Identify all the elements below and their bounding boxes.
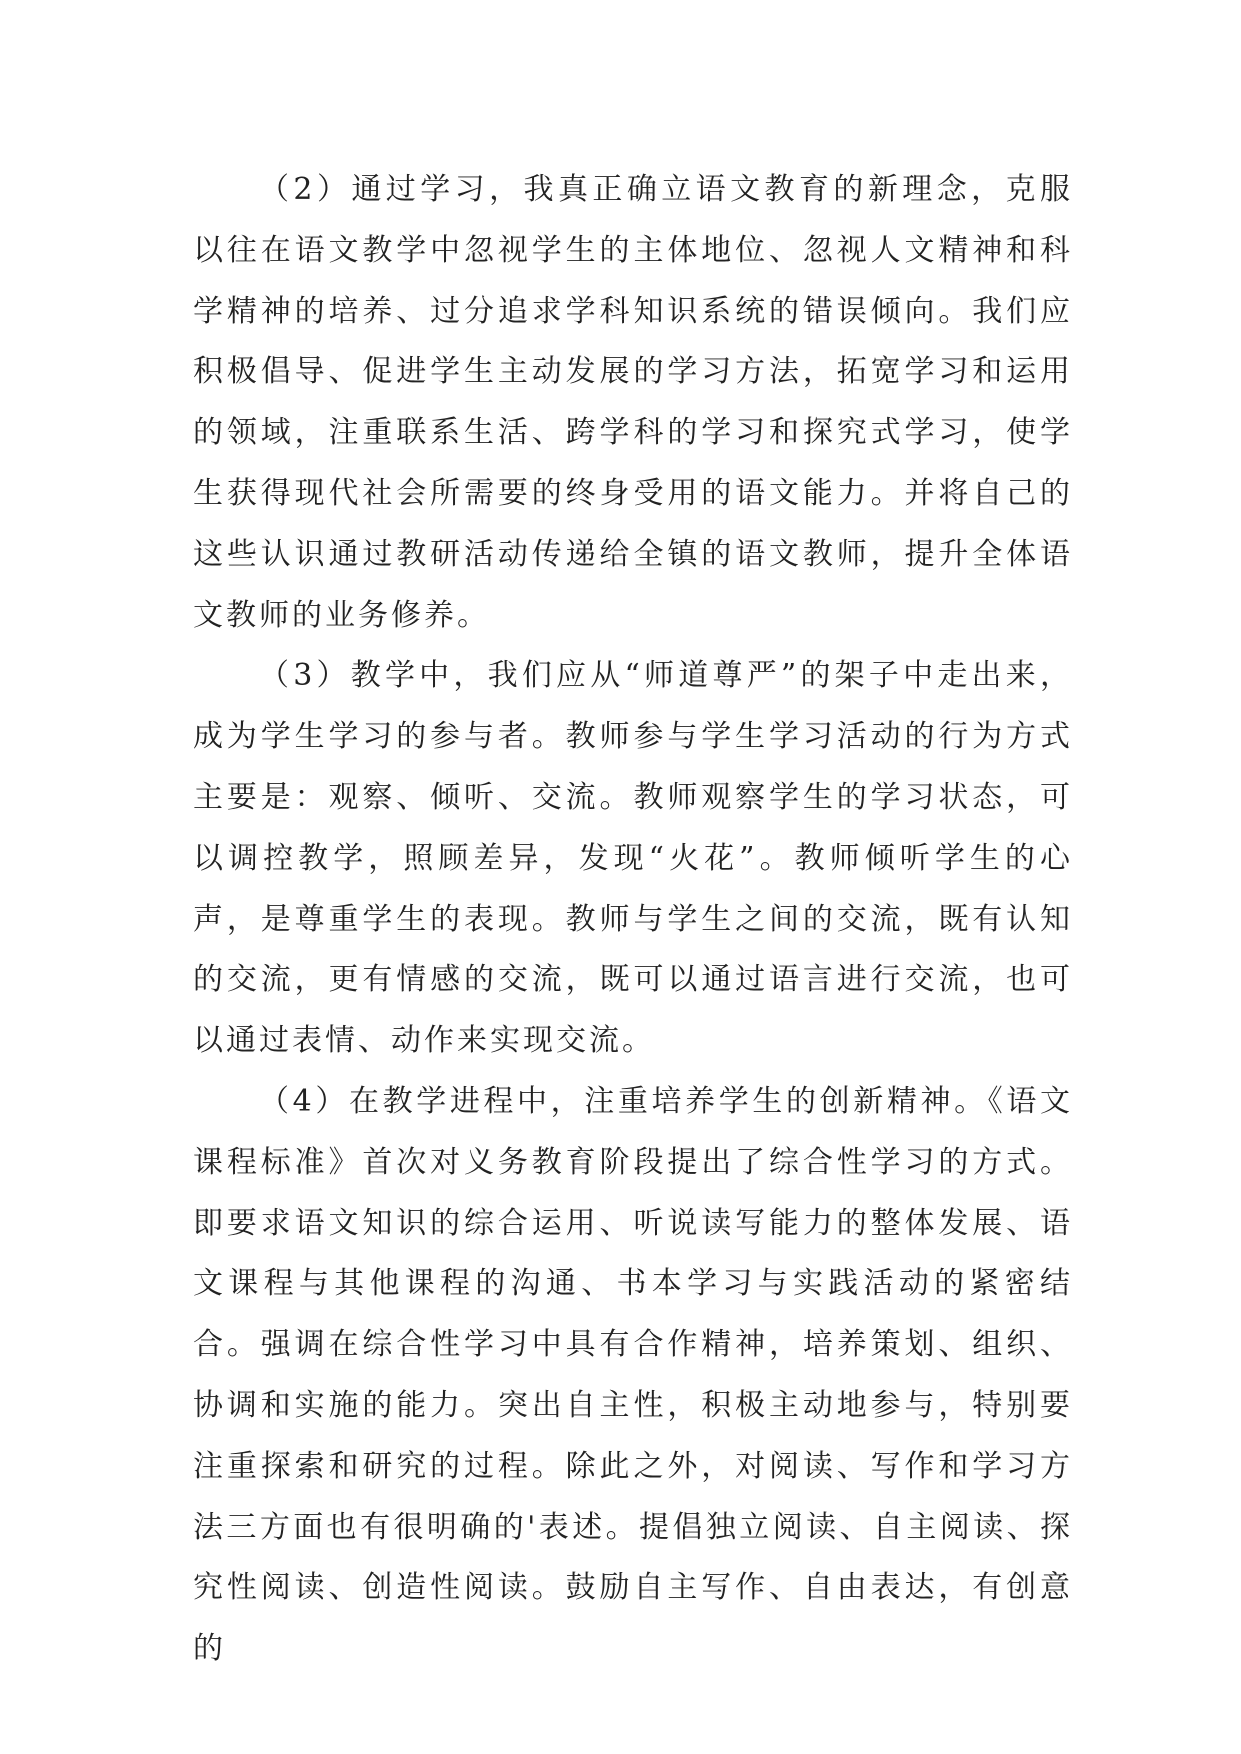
document-body (193, 160, 1073, 1680)
paragraph-4: （4）在教学进程中，注重培养学生的创新精神。《语文课程标准》首次对义务教育阶段提出了综合性学习的方式。即要求语文知识的综合运用、听说读写能力的整体发展、语文课程与其他课程的沟通、书本学习与实践活动的紧密结合。强调在综合性学习中具有合作精神，培养策划、组织、协调和实施的能力。突出自主性，积极主动地参与，特别要注重探索和研究的过程。除此之外，对阅读、写作和学习方法三方面也有很明确的'表述。提倡独立阅读、自主阅读、探究性阅读、创造性阅读。鼓励自主写作、自由表达，有创意的 (193, 1083, 1073, 1667)
paragraph-3: （3）教学中，我们应从“师道尊严”的架子中走出来，成为学生学习的参与者。教师参与学生学习活动的行为方式主要是：观察、倾听、交流。教师观察学生的学习状态，可以调控教学，照顾差异，发现“火花”。教师倾听学生的心声，是尊重学生的表现。教师与学生之间的交流，既有认知的交流，更有情感的交流，既可以通过语言进行交流，也可以通过表情、动作来实现交流。 (193, 658, 1073, 1059)
paragraph-2: （2）通过学习，我真正确立语文教育的新理念，克服以往在语文教学中忽视学生的主体地位、忽视人文精神和科学精神的培养、过分追求学科知识系统的错误倾向。我们应积极倡导、促进学生主动发展的学习方法，拓宽学习和运用的领域，注重联系生活、跨学科的学习和探究式学习，使学生获得现代社会所需要的终身受用的语文能力。并将自己的这些认识通过教研活动传递给全镇的语文教师，提升全体语文教师的业务修养。 (193, 172, 1073, 633)
